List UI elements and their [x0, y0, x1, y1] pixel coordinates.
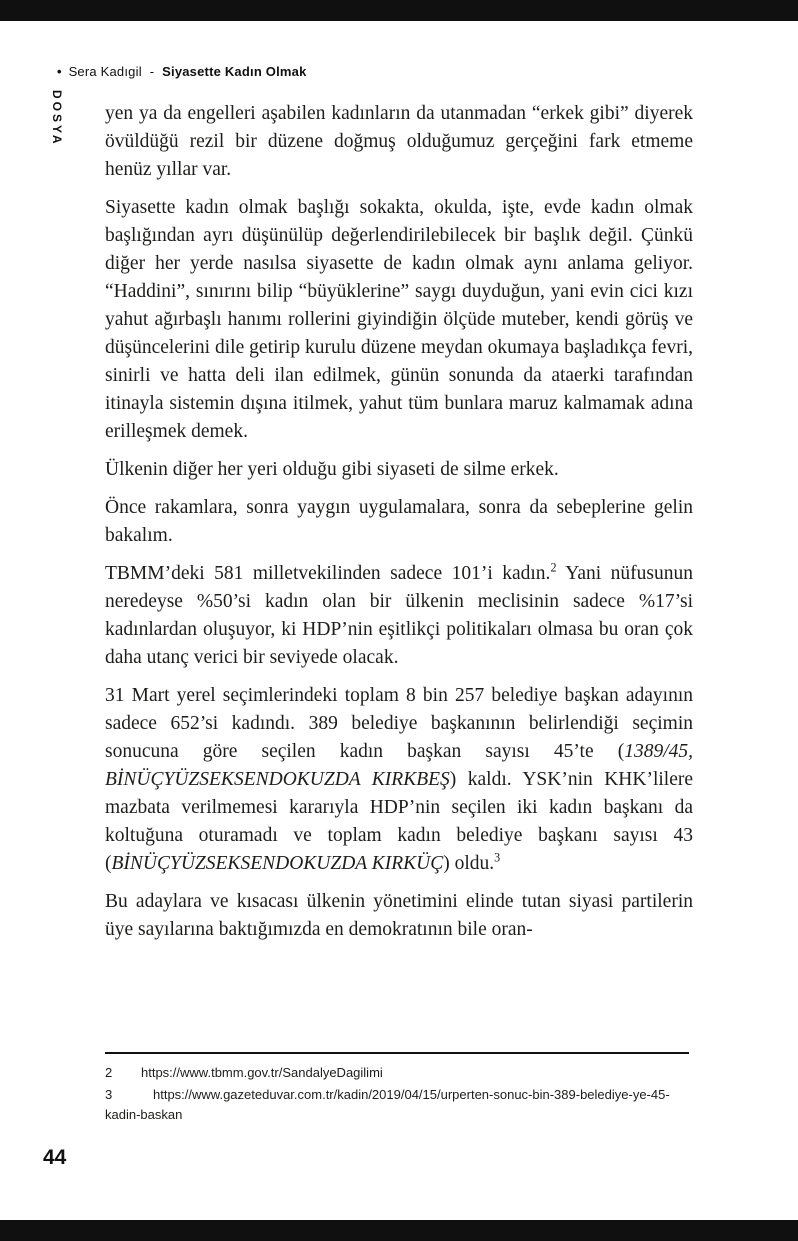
footnote — [105, 1063, 693, 1083]
text-segment: Bu adaylara ve kısacası ülkenin yönetimini elinde tutan siyasi partilerin üye sayılarına baktığımızda en demokratının bile oran- — [105, 891, 693, 940]
text-segment: ) oldu. — [443, 853, 495, 874]
paragraph — [105, 682, 693, 878]
header-book-title: Siyasette Kadın Olmak — [162, 64, 307, 79]
footnote — [105, 1085, 693, 1125]
top-border-bar — [0, 0, 798, 21]
bottom-border-bar — [0, 1220, 798, 1241]
footnote-separator — [105, 1052, 689, 1054]
paragraph — [105, 494, 693, 550]
page-number: 44 — [43, 1146, 67, 1169]
footnote-area — [105, 1052, 693, 1127]
text-segment: ) kaldı. YSK’nin KHK’lilere mazbata verilmemesi kararıyla HDP’nin seçilen iki kadın başkanı da koltuğuna oturamadı ve toplam kadın belediye başkanı sayısı 43 ( — [105, 769, 693, 874]
text-segment: Siyasette kadın olmak başlığı sokakta, okulda, işte, evde kadın olmak başlığından ayrı düşünülüp değerlendirilebilecek bir başlık değil. Çünkü diğer her yerde nasılsa siyasette de kadın olmak aynı anlama geliyor. “Haddini”, sınırını bilip “büyüklerine” saygı duyduğun, yani evin cici kızı yahut ağırbaşlı hanımı rollerini giyindiğin ölçüde muteber, kendi görüş ve düşüncelerini dile getirip kurulu düzene meydan okumaya başladıkça fevri, sinirli ve hatta deli ilan edilmek, günün sonunda da ataerki tarafından itinayla sistemin dışına itilmek, yahut tüm bunlara maruz kalmamak adına erilleşmek demek. — [105, 197, 693, 442]
bullet-icon: • — [57, 64, 62, 79]
paragraph — [105, 456, 693, 484]
paragraph — [105, 194, 693, 446]
footnote-number: 2 — [105, 1065, 113, 1080]
paragraph — [105, 560, 693, 672]
header-author: Sera Kadıgil — [68, 64, 142, 79]
text-segment: Ülkenin diğer her yeri olduğu gibi siyaseti de silme erkek. — [105, 459, 559, 480]
running-header — [57, 64, 307, 79]
header-separator: - — [149, 64, 155, 79]
paragraph — [105, 888, 693, 944]
text-segment: 3 — [494, 850, 501, 865]
text-segment: 31 Mart yerel seçimlerindeki toplam 8 bin 257 belediye başkan adayının sadece 652’si kadındı. 389 belediye başkanının belirlendiği seçimin sonucuna göre seçilen kadın başkan sayısı 45’te ( — [105, 685, 693, 762]
section-label-dosya: DOSYA — [50, 90, 64, 147]
footnote-url: https://www.tbmm.gov.tr/SandalyeDagilimi — [141, 1065, 383, 1080]
text-segment: 1389/45, BİNÜÇYÜZSEKSENDOKUZDA KIRKBEŞ — [105, 741, 693, 790]
body-paragraphs — [105, 100, 693, 954]
footnote-url: https://www.gazeteduvar.com.tr/kadin/2019/04/15/urperten-sonuc-bin-389-belediye-ye-45-kadin-baskan — [105, 1087, 670, 1122]
paragraph — [105, 100, 693, 184]
text-segment: BİNÜÇYÜZSEKSENDOKUZDA KIRKÜÇ — [111, 853, 444, 874]
footnote-number: 3 — [105, 1087, 113, 1102]
footnotes — [105, 1063, 693, 1125]
text-segment: TBMM’deki 581 milletvekilinden sadece 101’i kadın. — [105, 563, 551, 584]
text-segment: Yani nüfusunun neredeyse %50’si kadın olan bir ülkenin meclisinin sadece %17’si kadınlardan oluşuyor, ki HDP’nin eşitlikçi politikaları olmasa bu oran çok daha utanç verici bir seviyede olacak. — [105, 563, 694, 668]
text-segment: yen ya da engelleri aşabilen kadınların da utanmadan “erkek gibi” diyerek övüldüğü rezil bir düzene doğmuş olduğumuz gerçeğini fark etmeme henüz yıllar var. — [105, 103, 693, 180]
text-segment: 2 — [550, 560, 557, 575]
text-segment: Önce rakamlara, sonra yaygın uygulamalara, sonra da sebeplerine gelin bakalım. — [105, 497, 693, 546]
